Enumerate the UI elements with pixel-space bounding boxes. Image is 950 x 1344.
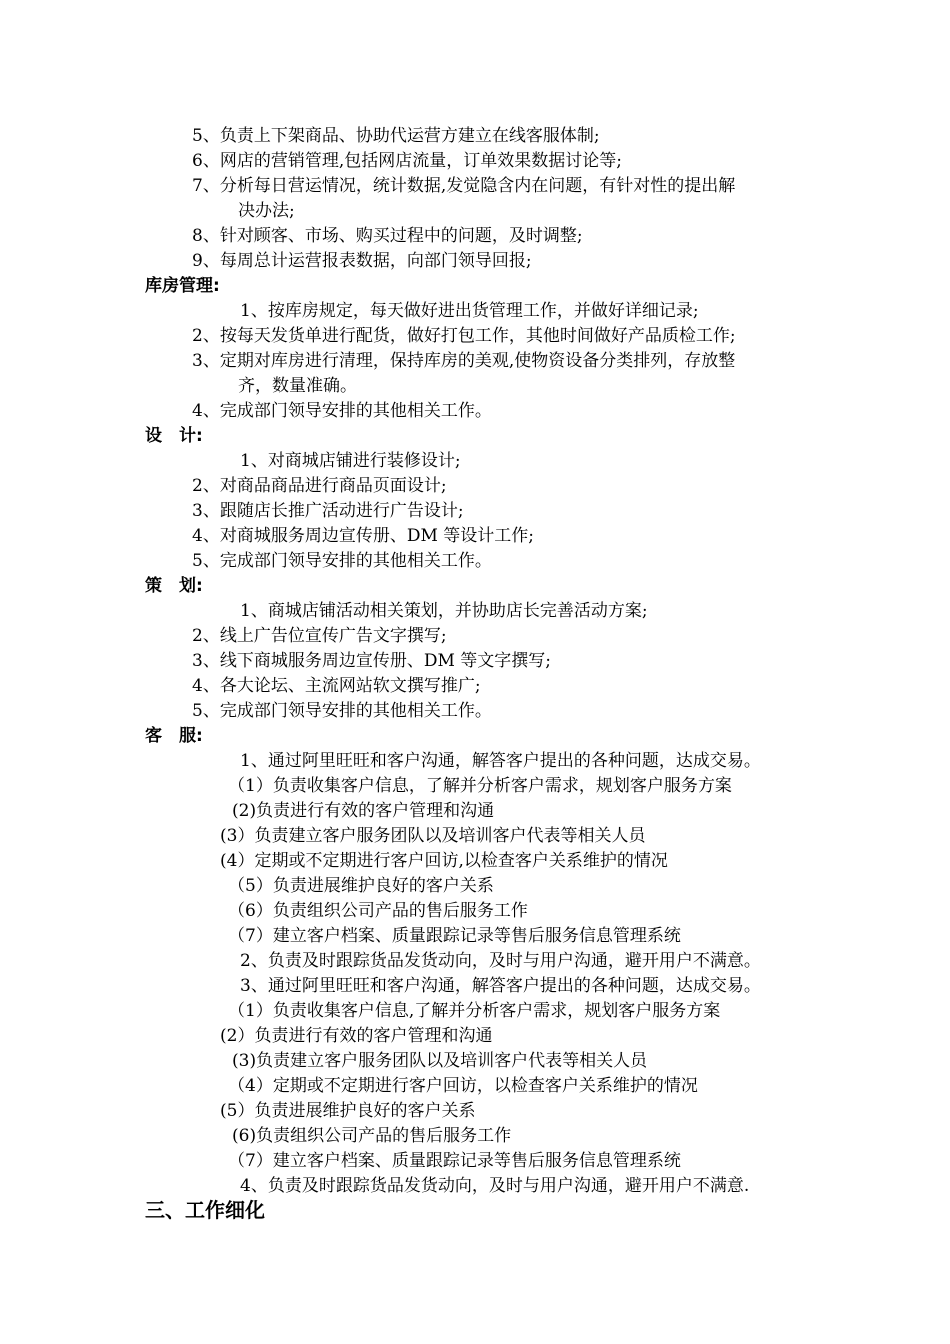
warehouse-item-2: 2、按每天发货单进行配货，做好打包工作，其他时间做好产品质检工作; xyxy=(192,326,736,346)
section-title: 三、工作细化 xyxy=(145,1198,265,1222)
service-item: 1、通过阿里旺旺和客户沟通，解答客户提出的各种问题，达成交易。 xyxy=(240,751,761,771)
warehouse-item-4: 4、完成部门领导安排的其他相关工作。 xyxy=(192,401,492,421)
ops-item-5: 5、负责上下架商品、协助代运营方建立在线客服体制; xyxy=(192,126,600,146)
service-subitem: (5）负责进展维护良好的客户关系 xyxy=(220,1101,476,1121)
ops-item-9: 9、每周总计运营报表数据，向部门领导回报; xyxy=(192,251,532,271)
service-subitem: （7）建立客户档案、质量跟踪记录等售后服务信息管理系统 xyxy=(228,1151,681,1171)
design-item-4: 4、对商城服务周边宣传册、DM 等设计工作; xyxy=(192,526,534,546)
service-subitem: (6)负责组织公司产品的售后服务工作 xyxy=(232,1126,512,1146)
warehouse-item-1: 1、按库房规定，每天做好进出货管理工作，并做好详细记录; xyxy=(240,301,699,321)
service-subitem: （6）负责组织公司产品的售后服务工作 xyxy=(228,901,528,921)
service-subitem: （5）负责进展维护良好的客户关系 xyxy=(228,876,494,896)
service-item: 3、通过阿里旺旺和客户沟通，解答客户提出的各种问题，达成交易。 xyxy=(240,976,761,996)
planning-item-4: 4、各大论坛、主流网站软文撰写推广; xyxy=(192,676,481,696)
planning-item-5: 5、完成部门领导安排的其他相关工作。 xyxy=(192,701,492,721)
planning-heading: 策 划: xyxy=(145,576,203,596)
service-subitem: (3)负责建立客户服务团队以及培训客户代表等相关人员 xyxy=(232,1051,648,1071)
service-heading: 客 服: xyxy=(145,726,203,746)
design-item-3: 3、跟随店长推广活动进行广告设计; xyxy=(192,501,464,521)
ops-item-8: 8、针对顾客、市场、购买过程中的问题，及时调整; xyxy=(192,226,583,246)
warehouse-item-3: 3、定期对库房进行清理，保持库房的美观,使物资设备分类排列，存放整 xyxy=(192,351,736,371)
warehouse-item-3-cont: 齐，数量准确。 xyxy=(238,376,357,396)
warehouse-heading: 库房管理: xyxy=(145,276,220,296)
service-subitem: (4）定期或不定期进行客户回访,以检查客户关系维护的情况 xyxy=(220,851,668,871)
design-item-1: 1、对商城店铺进行装修设计; xyxy=(240,451,461,471)
service-subitem: （4）定期或不定期进行客户回访，以检查客户关系维护的情况 xyxy=(228,1076,698,1096)
planning-item-1: 1、商城店铺活动相关策划，并协助店长完善活动方案; xyxy=(240,601,648,621)
ops-item-7: 7、分析每日营运情况，统计数据,发觉隐含内在问题，有针对性的提出解 xyxy=(192,176,736,196)
service-subitem: （1）负责收集客户信息,了解并分析客户需求，规划客户服务方案 xyxy=(228,1001,721,1021)
service-subitem: （7）建立客户档案、质量跟踪记录等售后服务信息管理系统 xyxy=(228,926,681,946)
ops-item-6: 6、网店的营销管理,包括网店流量，订单效果数据讨论等; xyxy=(192,151,622,171)
service-subitem: （1）负责收集客户信息，了解并分析客户需求，规划客户服务方案 xyxy=(228,776,732,796)
planning-item-3: 3、线下商城服务周边宣传册、DM 等文字撰写; xyxy=(192,651,551,671)
service-subitem: (2）负责进行有效的客户管理和沟通 xyxy=(220,1026,493,1046)
service-subitem: (2)负责进行有效的客户管理和沟通 xyxy=(232,801,495,821)
planning-item-2: 2、线上广告位宣传广告文字撰写; xyxy=(192,626,447,646)
service-item: 2、负责及时跟踪货品发货动向，及时与用户沟通，避开用户不满意。 xyxy=(240,951,761,971)
design-heading: 设 计: xyxy=(145,426,203,446)
service-item: 4、负责及时跟踪货品发货动向，及时与用户沟通，避开用户不满意. xyxy=(240,1176,750,1196)
ops-item-7-cont: 决办法; xyxy=(238,201,295,221)
design-item-5: 5、完成部门领导安排的其他相关工作。 xyxy=(192,551,492,571)
service-subitem: (3）负责建立客户服务团队以及培训客户代表等相关人员 xyxy=(220,826,646,846)
design-item-2: 2、对商品商品进行商品页面设计; xyxy=(192,476,447,496)
